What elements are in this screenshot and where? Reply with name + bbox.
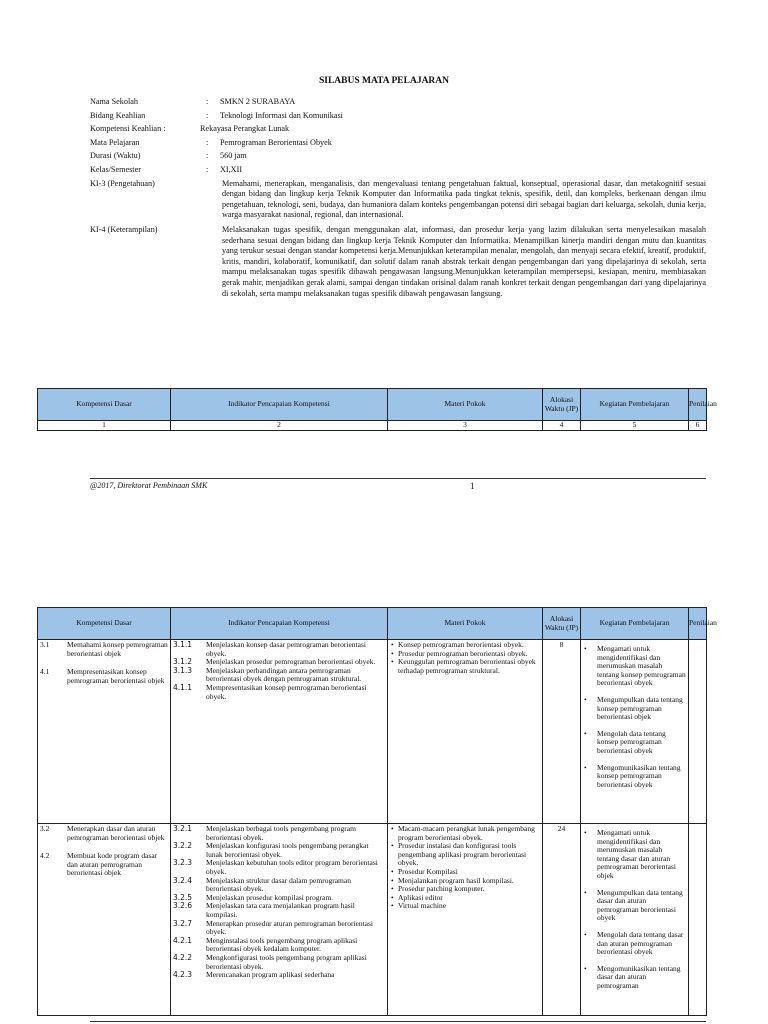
info-colon: : — [206, 97, 209, 106]
indicator-item — [173, 937, 385, 954]
info-value: XI,XII — [220, 164, 243, 174]
indicator-text: Merencanakan program aplikasi sederhana — [206, 970, 335, 980]
col-header-indikator: Indikator Pencapaian Kompetensi — [171, 389, 388, 421]
info-label: Mata Pelajaran — [90, 137, 140, 147]
materi-cell — [388, 640, 543, 824]
kegiatan-item: • Mengamati untuk mengidentifikasi dan merumuskan masalah tentang konsep pemrograman berorientasi obyek — [591, 645, 686, 688]
col-number: 3 — [388, 421, 543, 431]
kompetensi-dasar-cell — [38, 824, 171, 1016]
indicator-number: 4.2.3 — [173, 970, 193, 980]
info-value: 560 jam — [220, 151, 247, 161]
indikator-cell — [171, 824, 388, 1016]
indicator-text: Mengkonfigurasi tools pengembang program aplikasi berorientasi obyek. — [206, 952, 367, 971]
info-row-competency — [90, 124, 706, 135]
indicator-number: 3.1.2 — [173, 657, 193, 667]
indicator-text: Menjelaskan tata cara menjalankan program hasil kompilasi. — [206, 901, 355, 919]
indicator-number: 4.2.1 — [173, 935, 193, 945]
materi-cell — [388, 824, 543, 1016]
indicator-number: 3.1.3 — [173, 665, 193, 675]
indicator-item — [173, 842, 385, 859]
materi-item: • Aplikasi editor — [398, 894, 540, 903]
indicator-number: 3.2.6 — [173, 901, 193, 911]
indicator-item — [173, 667, 385, 684]
kegiatan-list — [583, 645, 686, 789]
info-colon: : — [206, 110, 209, 120]
syllabus-table — [37, 607, 717, 1016]
info-label: Nama Sekolah — [90, 97, 138, 106]
indicator-number: 3.2.1 — [173, 824, 193, 833]
table-row — [38, 824, 707, 1016]
col-header-penilaian: Penilaian — [689, 389, 707, 421]
kd-item — [40, 825, 168, 842]
info-row-subject — [90, 138, 706, 149]
col-header-indikator: Indikator Pencapaian Kompetensi — [171, 608, 388, 640]
info-value: Rekayasa Perangkat Lunak — [200, 124, 290, 134]
kd-text: Menerapkan dasar dan aturan pemrograman berorientasi objek — [67, 824, 165, 842]
indicator-text: Menerapkan prosedur aturan pemrograman berorientasi obyek. — [206, 918, 374, 937]
col-number: 5 — [581, 421, 689, 431]
kegiatan-item: • Mengomunikasikan tentang dasar dan aturan pemrograman — [591, 965, 686, 991]
footer-copyright: @2017, Direktorat Pembinaan SMK — [90, 481, 208, 490]
indicator-number: 3.2.7 — [173, 918, 193, 928]
info-label: Bidang Keahlian — [90, 110, 146, 120]
penilaian-cell — [689, 640, 707, 824]
indicator-number: 4.1.1 — [173, 682, 193, 692]
footer-divider — [90, 478, 706, 479]
kegiatan-item: • Mengolah data tentang dasar dan aturan pemrograman berorientasi obyek — [591, 931, 686, 957]
page-number: 1 — [470, 481, 475, 491]
kegiatan-item: • Mengamati untuk mengidentifikasi dan merumuskan masalah tentang dasar dan aturan pemrograman berorientasi objek — [591, 829, 686, 881]
kd-number: 4.1 — [40, 667, 50, 677]
indikator-cell — [171, 640, 388, 824]
kegiatan-item: • Mengumpulkan data tentang konsep pemrograman berorientasi objek — [591, 696, 686, 722]
col-number: 6 — [689, 421, 707, 431]
info-row-ki3 — [90, 179, 706, 221]
info-row-field — [90, 111, 706, 122]
kd-text: Memahami konsep pemrograman berorientasi objek — [67, 640, 168, 658]
materi-list — [390, 641, 540, 675]
footer-divider — [90, 1021, 706, 1022]
alokasi-cell: 24 — [543, 824, 581, 1016]
syllabus-info — [90, 97, 706, 299]
kd-text: Mempresentasikan konsep pemrograman berorientasi objek — [67, 667, 165, 685]
col-header-kegiatan: Kegiatan Pembelajaran — [581, 608, 689, 640]
indicator-item — [173, 825, 385, 842]
col-header-penilaian: Penilaian — [689, 608, 707, 640]
col-header-alokasi: Alokasi Waktu (JP) — [543, 389, 581, 421]
kd-item — [40, 641, 168, 658]
indicator-text: Menjelaskan kebutuhan tools editor program berorientasi obyek. — [206, 858, 378, 876]
indicator-text: Menginstalasi tools pengembang program aplikasi berorientasi obyek kedalam komputer. — [206, 935, 358, 954]
kd-number: 3.2 — [40, 824, 50, 833]
kd-number: 3.1 — [40, 640, 50, 649]
col-number: 4 — [543, 421, 581, 431]
indicator-text: Menjelaskan konsep dasar pemrograman berorientasi obyek. — [206, 640, 366, 658]
materi-item: • Virtual machine — [398, 902, 540, 911]
indicator-text: Menjelaskan struktur dasar dalam pemrograman berorientasi obyek. — [206, 875, 351, 894]
indicator-text: Menjelaskan prosedur kompilasi program. — [206, 892, 334, 902]
kegiatan-list — [583, 829, 686, 991]
kegiatan-item: • Mengumpulkan data tentang dasar dan aturan pemrograman berorientasi obyek — [591, 889, 686, 923]
kd-text: Membuat kode program dasar dan aturan pemrograman berorientasi objek — [67, 851, 158, 878]
materi-item: • Prosedur patching komputer. — [398, 885, 540, 894]
col-header-materi: Materi Pokok — [388, 389, 543, 421]
info-value: Pemrograman Berorientasi Obyek — [220, 137, 332, 147]
indicator-text: Menjelaskan konfigurasi tools pengembang perangkat lunak berorientasi obyek. — [206, 841, 369, 859]
penilaian-cell — [689, 824, 707, 1016]
indicator-text: Menjelaskan berbagai tools pengembang program berorientasi obyek. — [206, 824, 356, 842]
info-row-class — [90, 165, 706, 176]
info-row-ki4 — [90, 225, 706, 299]
col-header-materi: Materi Pokok — [388, 608, 543, 640]
indicator-item — [173, 920, 385, 937]
col-header-kompetensi-dasar: Kompetensi Dasar — [38, 608, 171, 640]
indicator-number: 3.2.2 — [173, 841, 193, 851]
kegiatan-item: • Mengolah data tentang konsep pemrograman berorientasi obyek — [591, 730, 686, 756]
materi-list — [390, 825, 540, 911]
indicator-text: Mempresentasikan konsep pemrograman berorientasi obyek. — [206, 682, 367, 701]
info-label: KI-4 (Keterampilan) — [90, 224, 158, 234]
col-header-kegiatan: Kegiatan Pembelajaran — [581, 389, 689, 421]
col-number: 2 — [171, 421, 388, 431]
kd-item — [40, 668, 168, 685]
info-value: SMKN 2 SURABAYA — [220, 97, 296, 106]
info-colon: : — [206, 164, 209, 174]
indicator-item — [173, 877, 385, 894]
info-colon: : — [206, 137, 209, 147]
info-label: Kompetensi Keahlian : — [90, 124, 166, 134]
materi-item: • Menjalankan program hasil kompilasi. — [398, 877, 540, 886]
indicator-text: Menjelaskan perbandingan antara pemrograman berorientasi obyek dengan pemrograman struktural. — [206, 665, 362, 684]
syllabus-table-header — [37, 388, 717, 431]
info-label: Kelas/Semester — [90, 164, 141, 174]
info-label: KI-3 (Pengetahuan) — [90, 178, 155, 188]
indicator-item — [173, 954, 385, 971]
col-header-alokasi: Alokasi Waktu (JP) — [543, 608, 581, 640]
col-number: 1 — [38, 421, 171, 431]
kompetensi-dasar-cell — [38, 640, 171, 824]
indicator-item — [173, 859, 385, 876]
indicator-number: 3.2.3 — [173, 858, 193, 868]
info-value: Teknologi Informasi dan Komunikasi — [220, 110, 343, 120]
info-row-duration — [90, 151, 706, 162]
kegiatan-cell — [581, 824, 689, 1016]
indicator-item — [173, 902, 385, 919]
info-label: Durasi (Waktu) — [90, 151, 141, 161]
info-value: Melaksanakan tugas spesifik, dengan menggunakan alat, informasi, dan prosedur kerja yang lazim dilakukan serta menyelesaikan masalah sederhana sesuai dengan bidang dan lingkup kerja Teknik Komputer dan Informatika. Menampilkan kinerja mandiri dengan mutu dan kuantitas yang terukur sesuai dengan standar kompetensi kerja.Menunjukkan keterampilan menalar, mengolah, dan menyaji secara efektif, kreatif, produktif, kritis, mandiri, kolaboratif, komunikatif, dan solutif dalam ranah abstrak terkait dengan pengembangan dari yang dipelajarinya di sekolah, serta mampu melaksanakan tugas spesifik dibawah pengawasan langsung.Menunjukkan keterampilan mempersepsi, kesiapan, meniru, membiasakan gerak mahir, menjadikan gerak alami, sampai dengan tindakan orisinal dalam ranah konkret terkait dengan pengembangan dari yang dipelajarinya di sekolah, serta mampu melaksanakan tugas spesifik dibawah pengawasan langsung. — [222, 224, 706, 298]
indicator-item — [173, 684, 385, 701]
info-colon: : — [206, 151, 209, 161]
indicator-item — [173, 971, 385, 980]
document-title: SILABUS MATA PELAJARAN — [318, 76, 450, 86]
alokasi-cell: 8 — [543, 640, 581, 824]
materi-item: • Prosedur instalasi dan konfigurasi tools pengembang aplikasi program berorientasi obyek. — [398, 842, 540, 868]
indicator-number: 4.2.2 — [173, 952, 193, 962]
kd-number: 4.2 — [40, 851, 50, 861]
materi-item: • Keunggulan pemrograman berorientasi obyek terhadap pemrograman struktural. — [398, 658, 540, 675]
kegiatan-item: • Mengomunikasikan tentang konsep pemrograman berorientasi obyek — [591, 764, 686, 790]
materi-item: • Macam-macam perangkat lunak pengembang program berorientasi obyek. — [398, 825, 540, 842]
col-header-kompetensi-dasar: Kompetensi Dasar — [38, 389, 171, 421]
kd-item — [40, 852, 168, 878]
materi-item: • Prosedur Kompilasi — [398, 868, 540, 877]
info-row-school — [90, 97, 706, 108]
materi-item: • Konsep pemrograman berorientasi obyek. — [398, 641, 540, 650]
info-value: Memahami, menerapkan, menganalisis, dan mengevaluasi tentang pengetahuan faktual, konseptual, operasional dasar, dan metakognitif sesuai dengan bidang dan lingkup kerja Teknik Komputer dan Informatika pada tingkat teknis, spesifik, detil, dan kompleks, berkenaan dengan ilmu pengetahuan, teknologi, seni, budaya, dan humaniora dalam konteks pengembangan potensi diri sebagai bagian dari keluarga, sekolah, dunia kerja, warga masyarakat nasional, regional, dan internasional. — [222, 178, 706, 220]
materi-item: • Prosedur pemrograman berorientasi obyek. — [398, 650, 540, 659]
indicator-item — [173, 641, 385, 658]
indicator-number: 3.2.4 — [173, 875, 193, 885]
indicator-number: 3.1.1 — [173, 640, 193, 649]
indicator-number: 3.2.5 — [173, 892, 193, 902]
table-row — [38, 640, 707, 824]
indicator-text: Menjelaskan prosedur pemrograman berorientasi obyek. — [206, 657, 376, 667]
kegiatan-cell — [581, 640, 689, 824]
